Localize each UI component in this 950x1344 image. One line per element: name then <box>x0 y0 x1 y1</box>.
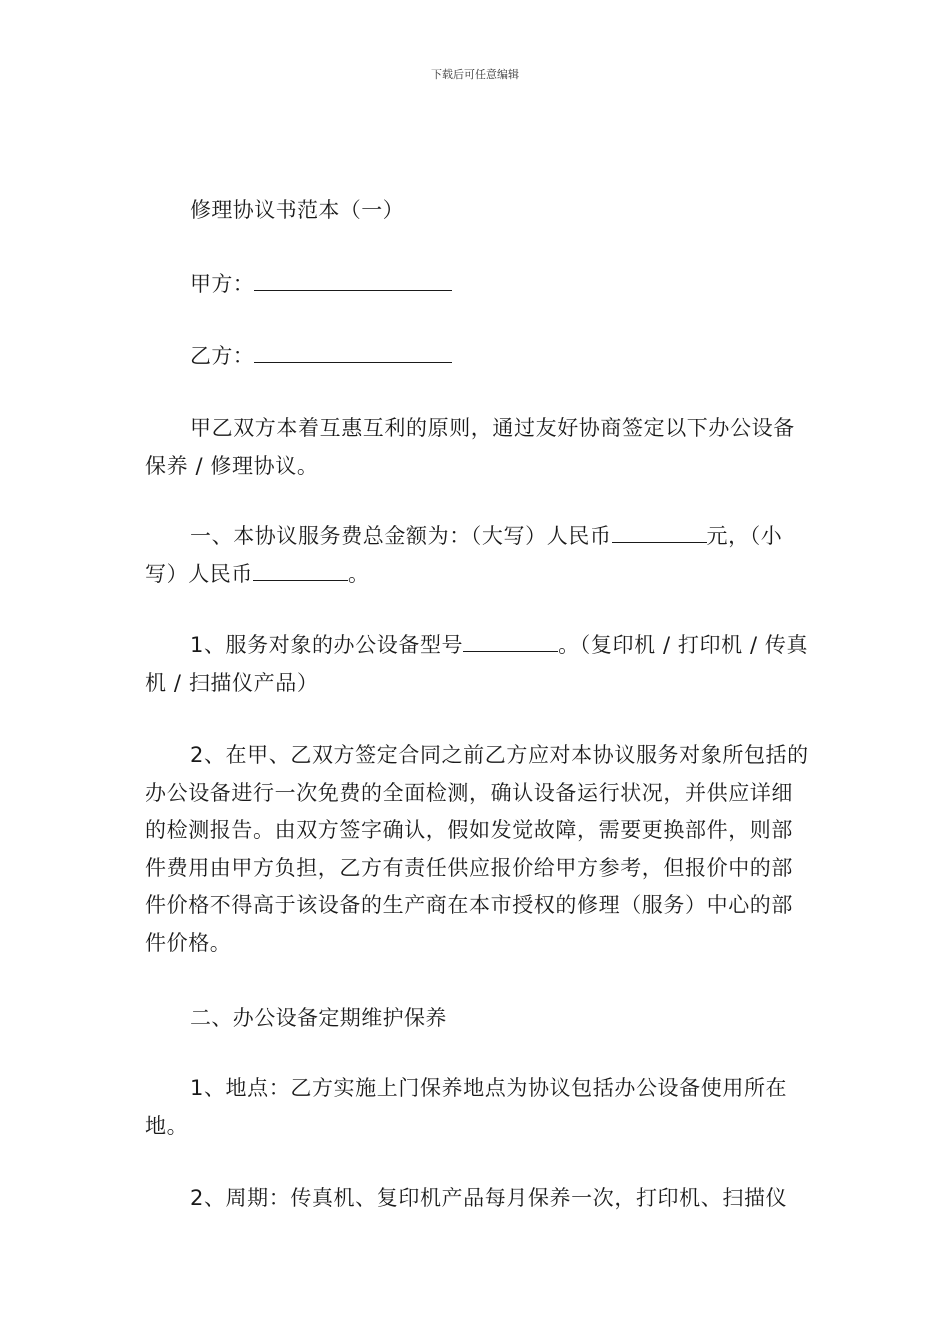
item-1-paragraph <box>145 627 810 702</box>
amount-figures-blank <box>253 560 348 581</box>
section-2-heading: 二、办公设备定期维护保养 <box>190 1006 447 1030</box>
amount-words-blank <box>612 522 707 543</box>
item-1-tail: 。（复印机 / 打印机 / 传真机 / 扫描仪产品） <box>145 633 809 695</box>
location-paragraph: 1、地点：乙方实施上门保养地点为协议包括办公设备使用所在地。 <box>145 1076 788 1138</box>
section-1-lead: 一、本协议服务费总金额为：（大写）人民币 <box>190 524 612 548</box>
party-b-line <box>190 342 452 369</box>
item-2-paragraph: 2、在甲、乙双方签定合同之前乙方应对本协议服务对象所包括的办公设备进行一次免费的全面检测，确认设备运行状况，并供应详细的检测报告。由双方签字确认，假如发觉故障，需要更换部件，则部件费用由甲方负担，乙方有责任供应报价给甲方参考，但报价中的部件价格不得高于该设备的生产商在本市授权的修理（服务）中心的部件价格。 <box>145 743 809 955</box>
document-title: 修理协议书范本（一） <box>190 198 404 222</box>
item-1-lead: 1、服务对象的办公设备型号 <box>190 633 464 657</box>
section-1-end: 。 <box>348 561 370 586</box>
party-a-blank <box>254 270 452 291</box>
page-header-note: 下载后可任意编辑 <box>431 68 519 81</box>
party-b-label: 乙方： <box>190 344 255 368</box>
intro-paragraph: 甲乙双方本着互惠互利的原则，通过友好协商签定以下办公设备保养 / 修理协议。 <box>145 416 795 478</box>
period-paragraph: 2、周期：传真机、复印机产品每月保养一次，打印机、扫描仪 <box>190 1186 788 1210</box>
party-a-line <box>190 270 452 297</box>
party-b-blank <box>254 342 452 363</box>
section-1-unit: 元，（小写）人民币 <box>145 524 783 586</box>
section-1-paragraph <box>145 518 810 593</box>
party-a-label: 甲方： <box>190 272 255 296</box>
model-blank <box>463 631 558 652</box>
